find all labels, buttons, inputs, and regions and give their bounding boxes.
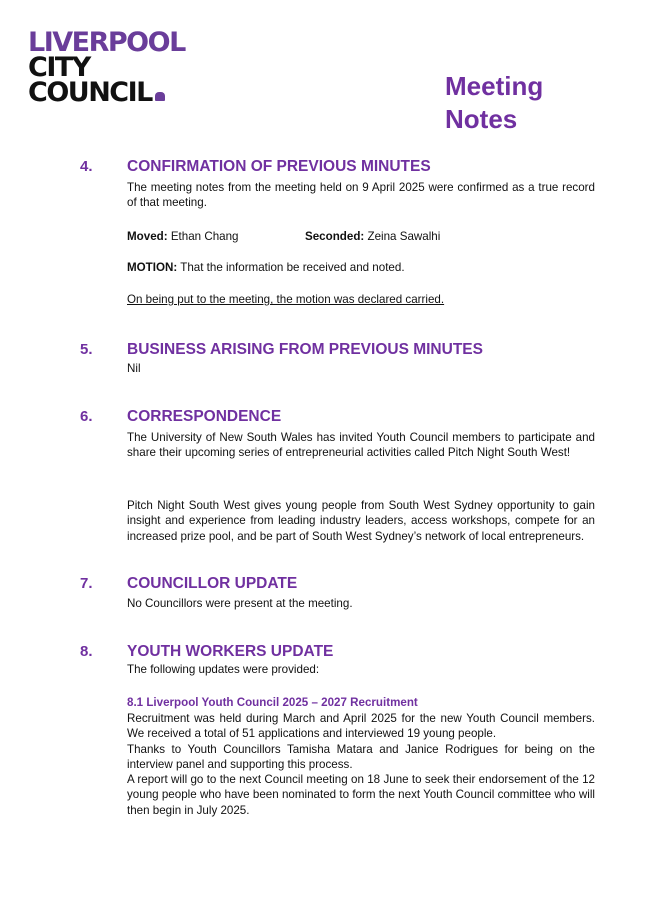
- logo-line-1: LIVERPOOL: [28, 27, 185, 58]
- section-body: No Councillors were present at the meeting.: [127, 597, 353, 610]
- section-body: The following updates were provided:: [127, 663, 320, 676]
- logo-line-3: [28, 77, 185, 108]
- seconded-label: Seconded:: [305, 230, 365, 243]
- carried-line: [127, 292, 595, 307]
- section-heading: BUSINESS ARISING FROM PREVIOUS MINUTES: [127, 341, 483, 358]
- subsection-body: [127, 711, 595, 818]
- section-heading: CONFIRMATION OF PREVIOUS MINUTES: [127, 158, 431, 175]
- subsection-paragraph: Thanks to Youth Councillors Tamisha Matara and Janice Rodrigues for being on the interview panel and supporting this process.: [127, 742, 595, 771]
- heart-icon: [155, 92, 165, 101]
- section-heading: COUNCILLOR UPDATE: [127, 575, 298, 592]
- section-number: 7.: [80, 575, 93, 592]
- title-line-2: Notes: [445, 104, 518, 134]
- subsection-heading: 8.1 Liverpool Youth Council 2025 – 2027 Recruitment: [127, 696, 418, 709]
- liverpool-city-council-logo: [28, 27, 185, 108]
- section-number: 4.: [80, 158, 93, 175]
- motion-text: That the information be received and noted.: [180, 261, 405, 274]
- moved-label: Moved:: [127, 230, 168, 243]
- motion-line: [127, 260, 595, 275]
- section-heading: CORRESPONDENCE: [127, 408, 282, 425]
- carried-text: On being put to the meeting, the motion was declared carried.: [127, 293, 445, 306]
- section-heading: YOUTH WORKERS UPDATE: [127, 643, 334, 660]
- section-body-2: Pitch Night South West gives young people from South West Sydney opportunity to gain insight and experience from leading industry leaders, access workshops, compete for an increased prize pool, and be part of South West Sydney’s network of local entrepreneurs.: [127, 499, 595, 543]
- section-number: 8.: [80, 643, 93, 660]
- section-body: The University of New South Wales has invited Youth Council members to participate and share their upcoming series of entrepreneurial activities called Pitch Night South West!: [127, 431, 595, 460]
- subsection-paragraph: Recruitment was held during March and April 2025 for the new Youth Council members. We received a total of 51 applications and interviewed 19 young people.: [127, 712, 595, 741]
- subsection-paragraph: A report will go to the next Council meeting on 18 June to seek their endorsement of the 12 young people who have been nominated to form the next Youth Council committee who will then begin in July 2025.: [127, 773, 595, 817]
- moved-value: Ethan Chang: [170, 230, 239, 243]
- moved-seconded-line: [127, 229, 595, 244]
- page-title: [445, 70, 543, 136]
- logo-line-3-text: COUNCIL: [28, 77, 152, 108]
- motion-label: MOTION:: [127, 261, 178, 274]
- section-number: 5.: [80, 341, 93, 358]
- section-body: The meeting notes from the meeting held on 9 April 2025 were confirmed as a true record of that meeting.: [127, 181, 595, 210]
- section-body: Nil: [127, 362, 141, 375]
- section-number: 6.: [80, 408, 93, 425]
- logo-line-2: CITY: [28, 52, 90, 83]
- title-line-1: Meeting: [445, 71, 544, 101]
- seconded-value: Zeina Sawalhi: [367, 230, 441, 243]
